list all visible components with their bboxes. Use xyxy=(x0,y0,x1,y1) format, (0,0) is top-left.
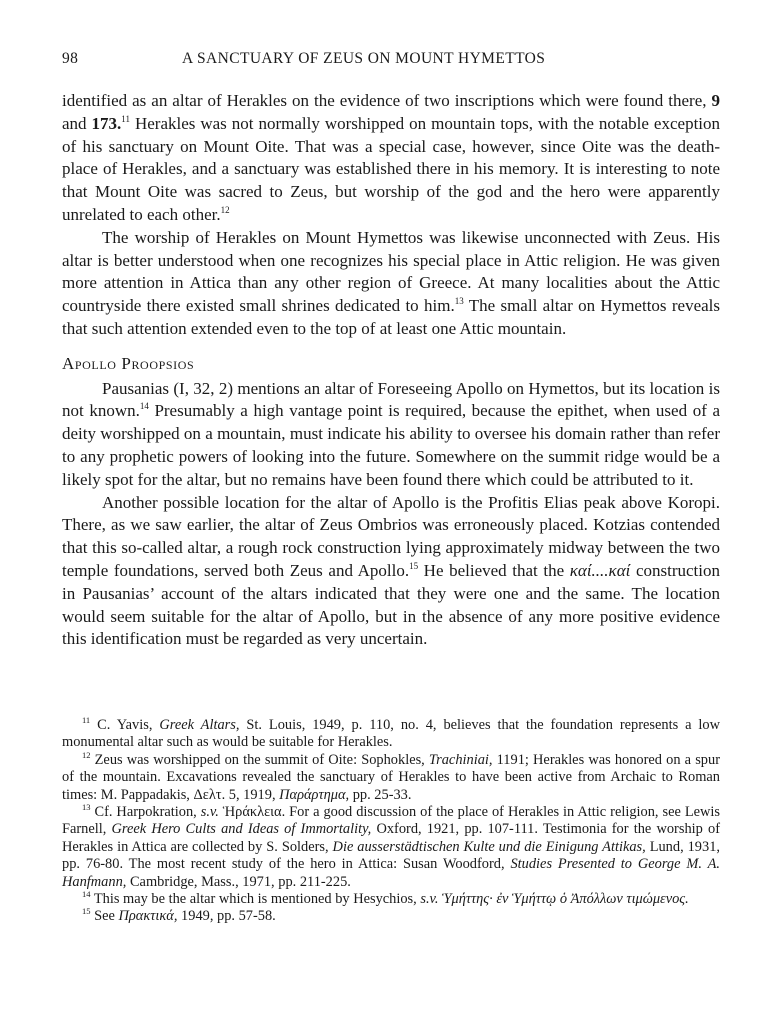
footnote-ref-12[interactable]: 12 xyxy=(220,204,230,215)
body-text xyxy=(62,90,720,651)
inscription-ref-9: 9 xyxy=(711,91,720,110)
paragraph-3: Pausanias (I, 32, 2) mentions an altar of Foreseeing Apollo on Hymettos, but its location is not known.$^{14}$ Presumably a high vantage point is required, because the epithet, when used of a deity worshipped on a mountain, must indicate his ability to oversee his domain rather than refer to any prophetic powers of looking into the future. Somewhere on the summit ridge would be a likely spot for the altar, but no remains have been found there which could be attributed to it. xyxy=(62,378,720,489)
footnotes xyxy=(62,717,720,926)
footnote-ref-13[interactable]: 13 xyxy=(454,296,464,307)
paragraph-1: identified as an altar of Herakles on the evidence of two inscriptions which were found there, 9 and 173.11 Herakles was not normally worshipped on mountain tops, with the notable exception of his sanctuary on Mount Oite. That was a special case, however, since Oite was the death-place of Herakles, and a sanctuary was established there in his memory. It is interesting to note that Mount Oite was sacred to Zeus, but worship of the god and the hero were apparently unrelated to each other.$^{12}$ xyxy=(62,91,721,224)
greek-phrase: καί....καί xyxy=(569,560,631,580)
footnote-13: $^{13}$ Cf. Harpokration, s.v. Ἡράκλεια. For a good discussion of the place of Herakles in Attic religion, see Lewis Farnell, Greek Hero Cults and Ideas of Immortality, Oxford, 1921, pp. 107-111. Testimonia for the worship of Herakles in Attica are collected by S. Solders, Die ausserstädtischen Kulte und die Einigung Attikas, Lund, 1931, pp. 76-80. The most recent study of the hero in Attica: Susan Woodford, Studies Presented to George M. A. Hanfmann, Cambridge, Mass., 1971, pp. 211-225. xyxy=(62,802,720,890)
footnote-ref-11[interactable]: 11 xyxy=(121,113,130,124)
running-header xyxy=(62,50,720,74)
footnote-14: $^{14}$ This may be the altar which is mentioned by Hesychios, s.v. Ὑμήττης· ἐν Ὑμήττῳ ὁ Ἀπόλλων τιμώμενος. xyxy=(82,889,689,908)
page-number: 98 xyxy=(62,50,79,67)
paragraph-2: The worship of Herakles on Mount Hymettos was likewise unconnected with Zeus. His altar is better understood when one recognizes his special place in Attic religion. He was given more attention in Attica than any other region of Greece. At many localities about the Attic countryside there existed small shrines dedicated to him.$^{13}$ The small altar on Hymettos reveals that such attention extended even to the top of at least one Attic mountain. xyxy=(62,227,720,338)
footnote-12: $^{12}$ Zeus was worshipped on the summit of Oite: Sophokles, Trachiniai, 1191; Herakles was honored on a spur of the mountain. Excavations revealed the sanctuary of Herakles to have been active from Archaic to Roman times: M. Pappadakis, Δελτ. 5, 1919, Παράρτημα, pp. 25-33. xyxy=(62,749,720,803)
paragraph-4: Another possible location for the altar of Apollo is the Profitis Elias peak above Koropi. There, as we saw earlier, the altar of Zeus Ombrios was erroneously placed. Kotzias contended that this so-called altar, a rough rock construction lying approximately midway between the two temple foundations, served both Zeus and Apollo.$^{15}$ He believed that the καί....καί construction in Pausanias’ account of the altars indicated that they were one and the same. The location would seem suitable for the altar of Apollo, but in the absence of any more positive evidence this identification must be regarded as very uncertain. xyxy=(62,492,720,649)
footnote-11: $^{11}$ C. Yavis, Greek Altars, St. Louis, 1949, p. 110, no. 4, believes that the foundation represents a low monumental altar such as would be suitable for Herakles. xyxy=(62,715,720,751)
footnote-ref-15[interactable]: 15 xyxy=(409,560,419,571)
footnote-ref-14[interactable]: 14 xyxy=(139,401,149,412)
section-heading: Apollo Proopsios xyxy=(62,353,195,373)
inscription-ref-173: 173. xyxy=(91,113,122,133)
footnote-15: $^{15}$ See Πρακτικά, 1949, pp. 57-58. xyxy=(82,906,276,925)
running-title: A SANCTUARY OF ZEUS ON MOUNT HYMETTOS xyxy=(182,50,546,67)
